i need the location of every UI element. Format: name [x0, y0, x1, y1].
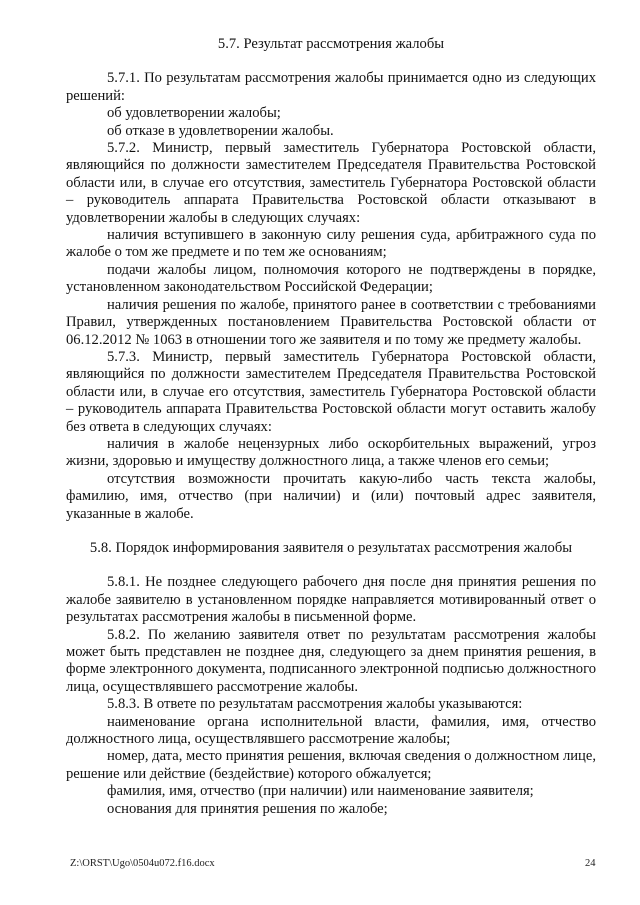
paragraph: 5.8.3. В ответе по результатам рассмотрения жалобы указываются:: [107, 696, 523, 713]
footer-file-path: Z:\ORST\Ugo\0504u072.f16.docx: [70, 858, 215, 869]
paragraph: наличия вступившего в законную силу решения суда, арбитражного суда по жалобе о том же предмете и по тем же основаниям;: [66, 227, 596, 261]
section-heading-5-8: 5.8. Порядок информирования заявителя о результатах рассмотрения жалобы: [89, 539, 573, 556]
paragraph: наименование органа исполнительной власти, фамилия, имя, отчество должностного лица, осуществлявшего рассмотрение жалобы;: [66, 713, 596, 748]
paragraph: фамилия, имя, отчество (при наличии) или наименование заявителя;: [107, 783, 534, 800]
paragraph: подачи жалобы лицом, полномочия которого не подтверждены в порядке, установленном законодательством Российской Федерации;: [66, 261, 596, 296]
paragraph: 5.8.1. Не позднее следующего рабочего дня после дня принятия решения по жалобе заявителю в установленном порядке направляется мотивированный ответ о результатах рассмотрения жалобы в письменной форме.: [66, 574, 596, 626]
paragraph: 5.8.2. По желанию заявителя ответ по результатам рассмотрения жалобы может быть представлен не позднее дня, следующего за днем принятия решения, в форме электронного документа, подписанного электронной подписью должностного лица, осуществлявшего рассмотрение жалобы.: [66, 626, 596, 695]
paragraph: номер, дата, место принятия решения, включая сведения о должностном лице, решение или действие (бездействие) которого обжалуется;: [66, 748, 596, 782]
paragraph: основания для принятия решения по жалобе;: [107, 800, 388, 817]
paragraph: об удовлетворении жалобы;: [107, 105, 281, 122]
document-page: [66, 36, 596, 818]
paragraph: 5.7.1. По результатам рассмотрения жалобы принимается одно из следующих решений:: [66, 70, 596, 104]
paragraph: наличия решения по жалобе, принятого ранее в соответствии с требованиями Правил, утвержденных постановлением Правительства Ростовской области от 06.12.2012 № 1063 в отношении того же заявителя и по тому же предмету жалобы.: [66, 296, 596, 348]
paragraph: отсутствия возможности прочитать какую-либо часть текста жалобы, фамилию, имя, отчество (при наличии) и (или) почтовый адрес заявителя, указанные в жалобе.: [66, 470, 596, 522]
paragraph: 5.7.2. Министр, первый заместитель Губернатора Ростовской области, являющийся по должности заместителем Председателя Правительства Ростовской области или, в случае его отсутствия, заместитель Губернатора Ростовской области – руководитель аппарата Правительства Ростовской области отказывают в удовлетворении жалобы в следующих случаях:: [66, 140, 596, 226]
paragraph: наличия в жалобе нецензурных либо оскорбительных выражений, угроз жизни, здоровью и имуществу должностного лица, а также членов его семьи;: [66, 435, 596, 470]
paragraph: об отказе в удовлетворении жалобы.: [107, 122, 334, 139]
paragraph: 5.7.3. Министр, первый заместитель Губернатора Ростовской области, являющийся по должности заместителем Председателя Правительства Ростовской области или, в случае его отсутствия, заместитель Губернатора Ростовской области – руководитель аппарата Правительства Ростовской области могут оставить жалобу без ответа в следующих случаях:: [66, 348, 596, 435]
section-heading-5-7: 5.7. Результат рассмотрения жалобы: [217, 36, 445, 52]
page-number: 24: [585, 858, 596, 869]
